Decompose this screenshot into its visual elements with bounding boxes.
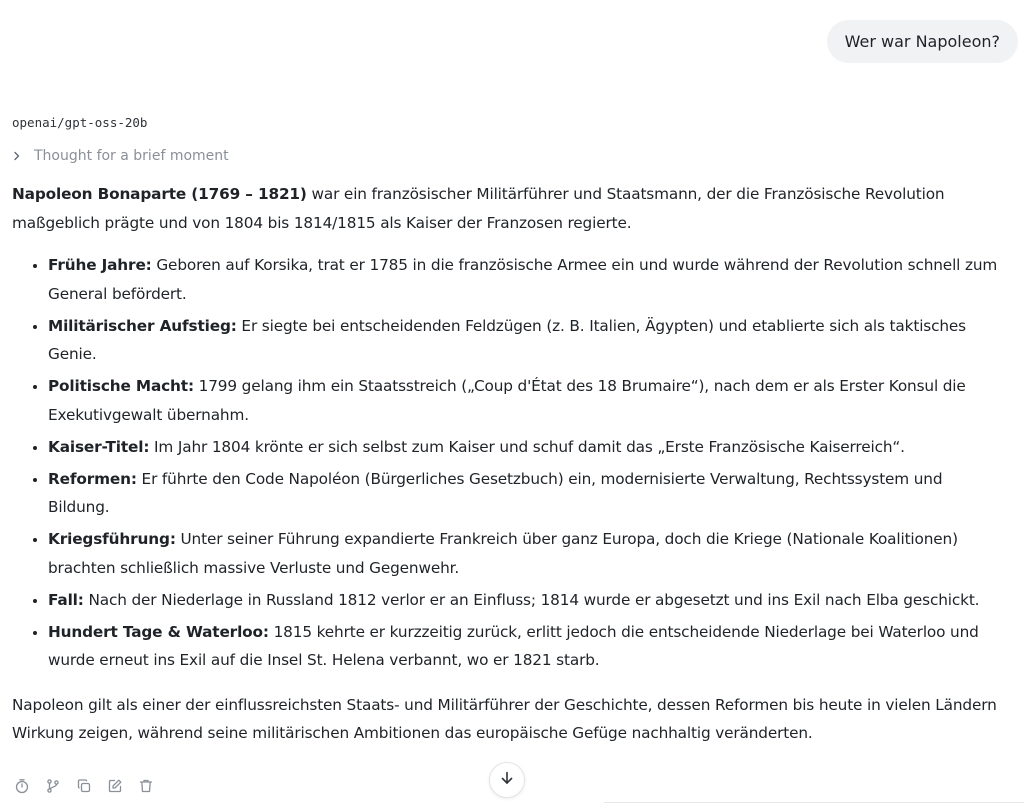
list-item-title: Hundert Tage & Waterloo: xyxy=(48,622,269,641)
intro-text: war ein französischer Militärführer und Staatsmann, der die Französische Revolution maßgeblich prägte und von 1804 bis 1814/1815 als Kaiser der Franzosen regierte. xyxy=(12,185,945,232)
copy-icon[interactable] xyxy=(74,776,93,795)
branch-icon[interactable] xyxy=(43,776,62,795)
intro-bold: Napoleon Bonaparte (1769 – 1821) xyxy=(12,185,307,203)
list-item-text: Geboren auf Korsika, trat er 1785 in die französische Armee ein und wurde während der Revolution schnell zum General befördert. xyxy=(48,256,998,303)
chevron-right-icon xyxy=(12,151,22,161)
list-item xyxy=(48,312,1007,369)
assistant-answer xyxy=(12,180,1007,748)
list-item-title: Kaiser-Titel: xyxy=(48,437,150,456)
list-item-text: Im Jahr 1804 krönte er sich selbst zum Kaiser und schuf damit das „Erste Französische Kaiserreich“. xyxy=(149,437,905,456)
list-item xyxy=(48,433,1007,462)
list-item-text: Er siegte bei entscheidenden Feldzügen (z. B. Italien, Ägypten) und etablierte sich als taktisches Genie. xyxy=(48,316,966,363)
list-item-text: 1815 kehrte er kurzzeitig zurück, erlitt jedoch die entscheidende Niederlage bei Waterloo und wurde erneut ins Exil auf die Insel St. Helena verbannt, wo er 1821 starb. xyxy=(48,622,979,669)
list-item-text: Er führte den Code Napoléon (Bürgerliches Gesetzbuch) ein, modernisierte Verwaltung, Rechtssystem und Bildung. xyxy=(48,469,943,516)
list-item xyxy=(48,618,1007,675)
list-item-title: Militärischer Aufstieg: xyxy=(48,316,237,335)
edit-icon[interactable] xyxy=(105,776,124,795)
trash-icon[interactable] xyxy=(136,776,155,795)
user-message-bubble xyxy=(827,20,1018,63)
list-item xyxy=(48,372,1007,429)
list-item-title: Kriegsführung: xyxy=(48,530,176,548)
timer-icon[interactable] xyxy=(12,776,31,795)
bullet-list xyxy=(12,251,1007,675)
message-actions xyxy=(12,776,155,795)
model-name-label: openai/gpt-oss-20b xyxy=(12,115,148,130)
list-item-text: Nach der Niederlage in Russland 1812 verlor er an Einfluss; 1814 wurde er abgesetzt und ins Exil nach Elba geschickt. xyxy=(83,590,980,609)
thought-label: Thought for a brief moment xyxy=(34,148,229,164)
user-message-text: Wer war Napoleon? xyxy=(844,32,1000,51)
list-item-title: Frühe Jahre: xyxy=(48,256,152,274)
list-item-title: Fall: xyxy=(48,590,84,609)
list-item-text: Unter seiner Führung expandierte Frankreich über ganz Europa, doch die Kriege (Nationale Koalitionen) brachten schließlich massive Verluste und Gegenwehr. xyxy=(48,530,958,577)
list-item-title: Reformen: xyxy=(48,469,137,488)
list-item xyxy=(48,525,1007,582)
intro-paragraph xyxy=(12,180,1007,237)
thought-toggle[interactable] xyxy=(12,148,229,164)
list-item-title: Politische Macht: xyxy=(48,377,194,395)
arrow-down-icon xyxy=(499,770,515,790)
composer-edge-divider xyxy=(604,802,1024,803)
scroll-down-button[interactable] xyxy=(489,762,525,798)
list-item xyxy=(48,465,1007,522)
list-item xyxy=(48,251,1007,308)
list-item xyxy=(48,586,1007,615)
closing-paragraph: Napoleon gilt als einer der einflussreichsten Staats- und Militärführer der Geschichte, dessen Reformen bis heute in vielen Ländern Wirkung zeigen, während seine militärischen Ambitionen das europäische Gefüge nachhaltig veränderten. xyxy=(12,695,997,742)
list-item-text: 1799 gelang ihm ein Staatsstreich („Coup d'État des 18 Brumaire“), nach dem er als Erster Konsul die Exekutivgewalt übernahm. xyxy=(48,377,966,424)
